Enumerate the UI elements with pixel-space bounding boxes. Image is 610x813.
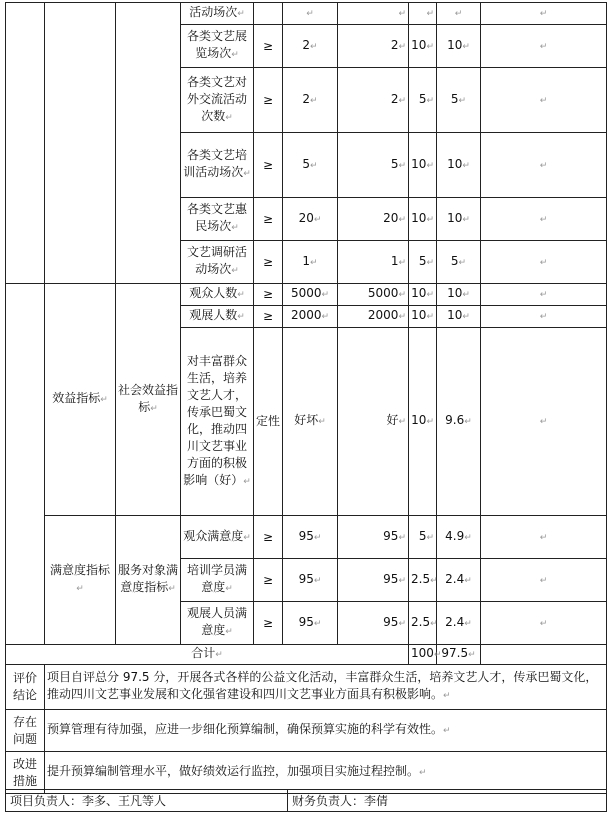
paragraph-mark-icon: ↵ xyxy=(243,169,251,179)
note-cell xyxy=(481,68,607,133)
metric-name-cell xyxy=(181,328,254,516)
actual-cell xyxy=(338,25,409,68)
paragraph-mark-icon: ↵ xyxy=(225,112,233,123)
target-value: 95 xyxy=(298,614,314,629)
score-cell xyxy=(437,328,481,516)
finance-lead: 财务负责人：李倩 xyxy=(288,790,607,812)
total-weight: 100 xyxy=(411,646,434,660)
measures-text: 提升预算编制管理水平，做好绩效运行监控，加强项目实施过程控制。 xyxy=(47,764,420,778)
actual-cell xyxy=(338,241,409,284)
performance-table xyxy=(5,2,607,794)
paragraph-mark-icon: ↵ xyxy=(426,160,434,171)
target-cell xyxy=(283,328,338,516)
paragraph-mark-icon: ↵ xyxy=(310,41,318,52)
total-score: 97.5 xyxy=(441,646,469,660)
metric-name: 文艺调研活动场次 xyxy=(186,245,247,276)
paragraph-mark-icon: ↵ xyxy=(443,691,451,701)
weight-cell xyxy=(409,306,437,328)
actual-value: 95 xyxy=(383,614,399,629)
metric-name-cell xyxy=(181,602,254,645)
paragraph-mark-icon: ↵ xyxy=(426,41,434,52)
weight-value: 10 xyxy=(411,308,427,322)
paragraph-mark-icon: ↵ xyxy=(539,214,548,225)
paragraph-mark-icon: ↵ xyxy=(426,290,434,300)
level3-cell xyxy=(116,284,181,516)
note-cell xyxy=(481,645,607,665)
weight-cell xyxy=(409,559,437,602)
operator-cell xyxy=(254,241,283,284)
conclusion-text: 项目自评总分 97.5 分，开展各式各样的公益文化活动，丰富群众生活，培养文艺人才，传承巴蜀文化，推动四川文艺事业发展和文化强省建设和四川文艺事业方面具有积极影响。 xyxy=(47,670,598,701)
note-cell xyxy=(481,198,607,241)
target-value: 95 xyxy=(298,528,314,543)
note-cell xyxy=(481,559,607,602)
metric-name-cell xyxy=(181,241,254,284)
actual-cell xyxy=(338,306,409,328)
weight-value: 5 xyxy=(418,91,427,106)
operator: ≥ xyxy=(262,287,274,301)
table-row xyxy=(6,284,607,306)
paragraph-mark-icon: ↵ xyxy=(464,618,472,629)
target-cell xyxy=(283,241,338,284)
paragraph-mark-icon: ↵ xyxy=(462,160,470,171)
level2-cell xyxy=(45,516,116,645)
score-cell xyxy=(437,198,481,241)
paragraph-mark-icon: ↵ xyxy=(426,9,434,19)
operator: ≥ xyxy=(262,309,274,323)
operator: ≥ xyxy=(262,572,274,587)
metric-name-cell xyxy=(181,284,254,306)
target-cell xyxy=(283,602,338,645)
weight-cell xyxy=(409,68,437,133)
paragraph-mark-icon: ↵ xyxy=(231,266,239,276)
target-value: 好坏 xyxy=(294,413,319,427)
paragraph-mark-icon: ↵ xyxy=(398,290,406,300)
level1-cell xyxy=(6,284,45,645)
benefit-level1: 效益指标 xyxy=(52,391,101,405)
target-cell xyxy=(283,559,338,602)
paragraph-mark-icon: ↵ xyxy=(398,160,406,171)
paragraph-mark-icon: ↵ xyxy=(321,290,330,300)
metric-name: 培训学员满意度 xyxy=(186,563,247,594)
operator-cell xyxy=(254,133,283,198)
score-cell xyxy=(437,284,481,306)
target-value: 5 xyxy=(302,156,311,171)
score-cell xyxy=(437,25,481,68)
paragraph-mark-icon: ↵ xyxy=(243,476,251,487)
note-cell xyxy=(481,602,607,645)
paragraph-mark-icon: ↵ xyxy=(231,223,239,233)
target-cell xyxy=(283,68,338,133)
level3-cell xyxy=(116,516,181,645)
actual-value: 好 xyxy=(386,413,399,427)
note-cell xyxy=(481,3,607,25)
operator-cell xyxy=(254,306,283,328)
paragraph-mark-icon: ↵ xyxy=(76,584,84,594)
note-cell xyxy=(481,306,607,328)
score-cell xyxy=(437,133,481,198)
target-value: 95 xyxy=(298,571,314,586)
weight-cell xyxy=(409,516,437,559)
table-row xyxy=(6,3,607,25)
paragraph-mark-icon: ↵ xyxy=(398,257,406,268)
paragraph-mark-icon: ↵ xyxy=(426,95,434,106)
note-cell xyxy=(481,25,607,68)
metric-name: 各类文艺展览场次 xyxy=(186,29,247,60)
paragraph-mark-icon: ↵ xyxy=(539,532,548,543)
weight-value: 5 xyxy=(418,528,427,543)
operator-cell xyxy=(254,25,283,68)
paragraph-mark-icon: ↵ xyxy=(398,312,406,322)
score-value: 2.4 xyxy=(445,571,465,586)
measures-text-cell xyxy=(45,752,607,794)
metric-name-cell xyxy=(181,559,254,602)
paragraph-mark-icon: ↵ xyxy=(462,41,470,52)
target-cell xyxy=(283,25,338,68)
total-weight-cell xyxy=(409,645,442,665)
score-cell xyxy=(437,602,481,645)
total-label-cell xyxy=(6,645,409,665)
actual-value: 20 xyxy=(383,210,399,225)
actual-cell xyxy=(338,284,409,306)
paragraph-mark-icon: ↵ xyxy=(313,532,322,543)
paragraph-mark-icon: ↵ xyxy=(539,41,548,52)
operator-cell xyxy=(254,602,283,645)
score-value: 10 xyxy=(447,286,463,300)
actual-value: 95 xyxy=(383,571,399,586)
paragraph-mark-icon: ↵ xyxy=(468,650,476,660)
weight-cell xyxy=(409,133,437,198)
metric-name: 活动场次 xyxy=(189,5,238,19)
weight-value: 2.5 xyxy=(411,571,431,586)
paragraph-mark-icon: ↵ xyxy=(398,417,406,427)
score-value: 5 xyxy=(450,91,459,106)
metric-name-cell xyxy=(181,133,254,198)
score-cell xyxy=(437,3,481,25)
paragraph-mark-icon: ↵ xyxy=(419,768,427,778)
target-value: 2 xyxy=(302,91,311,106)
score-cell xyxy=(437,559,481,602)
actual-cell xyxy=(338,559,409,602)
target-value: 20 xyxy=(298,210,314,225)
target-value: 2 xyxy=(302,37,311,52)
score-value: 5 xyxy=(450,253,459,268)
paragraph-mark-icon: ↵ xyxy=(539,290,548,300)
score-value: 10 xyxy=(447,308,463,322)
paragraph-mark-icon: ↵ xyxy=(243,532,251,543)
measures-label: 改进措施 xyxy=(12,756,37,788)
level3-cell xyxy=(116,3,181,284)
total-label: 合计 xyxy=(191,646,216,660)
paragraph-mark-icon: ↵ xyxy=(310,95,318,106)
weight-value: 10 xyxy=(411,156,427,171)
measures-row xyxy=(6,752,607,794)
paragraph-mark-icon: ↵ xyxy=(398,95,406,106)
benefit-level2: 社会效益指标 xyxy=(118,382,179,414)
paragraph-mark-icon: ↵ xyxy=(443,726,451,736)
problems-label-cell xyxy=(6,710,45,752)
paragraph-mark-icon: ↵ xyxy=(539,312,548,322)
level2-cell xyxy=(45,3,116,284)
paragraph-mark-icon: ↵ xyxy=(310,160,318,171)
metric-name-cell xyxy=(181,306,254,328)
paragraph-mark-icon: ↵ xyxy=(225,627,233,637)
paragraph-mark-icon: ↵ xyxy=(318,417,326,427)
score-value: 9.6 xyxy=(445,413,465,427)
project-lead: 项目负责人：李多、王凡等人 xyxy=(6,790,288,812)
actual-value: 95 xyxy=(383,528,399,543)
paragraph-mark-icon: ↵ xyxy=(458,257,467,268)
target-cell xyxy=(283,516,338,559)
paragraph-mark-icon: ↵ xyxy=(539,575,548,586)
paragraph-mark-icon: ↵ xyxy=(306,9,314,19)
operator-cell xyxy=(254,328,283,516)
metric-name: 各类文艺对外交流活动次数 xyxy=(186,74,247,123)
paragraph-mark-icon: ↵ xyxy=(464,417,472,427)
weight-value: 10 xyxy=(411,286,427,300)
paragraph-mark-icon: ↵ xyxy=(398,575,406,586)
paragraph-mark-icon: ↵ xyxy=(426,312,434,322)
score-cell xyxy=(437,68,481,133)
target-cell xyxy=(283,133,338,198)
weight-cell xyxy=(409,328,437,516)
paragraph-mark-icon: ↵ xyxy=(539,618,548,629)
actual-cell xyxy=(338,198,409,241)
metric-name: 观展人数 xyxy=(189,308,238,322)
conclusion-label-cell xyxy=(6,665,45,710)
metric-name: 观众人数 xyxy=(189,286,238,300)
actual-cell xyxy=(338,68,409,133)
target-cell xyxy=(283,3,338,25)
operator: ≥ xyxy=(262,254,274,269)
paragraph-mark-icon: ↵ xyxy=(237,290,245,300)
metric-name: 观众满意度 xyxy=(183,528,244,543)
operator-cell xyxy=(254,284,283,306)
actual-value: 1 xyxy=(390,253,399,268)
metric-name-cell xyxy=(181,516,254,559)
operator-cell xyxy=(254,68,283,133)
metric-name-cell xyxy=(181,25,254,68)
weight-cell xyxy=(409,241,437,284)
score-value: 10 xyxy=(447,37,463,52)
weight-cell xyxy=(409,602,437,645)
actual-cell xyxy=(338,133,409,198)
paragraph-mark-icon: ↵ xyxy=(215,650,223,660)
note-cell xyxy=(481,284,607,306)
satisfaction-level2: 服务对象满意度指标 xyxy=(118,563,179,594)
paragraph-mark-icon: ↵ xyxy=(464,532,472,543)
score-value: 10 xyxy=(447,156,463,171)
metric-name: 各类文艺培训活动场次 xyxy=(183,148,247,179)
paragraph-mark-icon: ↵ xyxy=(539,417,548,427)
weight-value: 5 xyxy=(418,253,427,268)
paragraph-mark-icon: ↵ xyxy=(313,214,322,225)
operator-cell xyxy=(254,3,283,25)
paragraph-mark-icon: ↵ xyxy=(168,584,176,594)
score-value: 4.9 xyxy=(445,528,465,543)
paragraph-mark-icon: ↵ xyxy=(398,9,406,19)
target-cell xyxy=(283,198,338,241)
metric-name: 观展人员满意度 xyxy=(186,606,247,637)
operator: ≥ xyxy=(262,92,274,107)
paragraph-mark-icon: ↵ xyxy=(539,257,548,268)
target-cell xyxy=(283,306,338,328)
actual-value: 2 xyxy=(390,91,399,106)
actual-cell xyxy=(338,3,409,25)
operator-cell xyxy=(254,559,283,602)
paragraph-mark-icon: ↵ xyxy=(100,395,108,405)
paragraph-mark-icon: ↵ xyxy=(150,403,158,414)
paragraph-mark-icon: ↵ xyxy=(430,575,438,586)
target-value: 2000 xyxy=(290,308,322,322)
problems-label: 存在问题 xyxy=(12,714,37,746)
weight-value: 10 xyxy=(411,37,427,52)
paragraph-mark-icon: ↵ xyxy=(539,160,548,171)
note-cell xyxy=(481,516,607,559)
actual-value: 5000 xyxy=(367,286,399,300)
paragraph-mark-icon: ↵ xyxy=(430,618,438,629)
paragraph-mark-icon: ↵ xyxy=(426,257,434,268)
paragraph-mark-icon: ↵ xyxy=(398,214,406,225)
note-cell xyxy=(481,328,607,516)
problems-text: 预算管理有待加强，应进一步细化预算编制，确保预算实施的科学有效性。 xyxy=(47,722,444,736)
paragraph-mark-icon: ↵ xyxy=(426,417,434,427)
metric-name-cell xyxy=(181,68,254,133)
paragraph-mark-icon: ↵ xyxy=(454,9,463,19)
paragraph-mark-icon: ↵ xyxy=(237,9,245,19)
paragraph-mark-icon: ↵ xyxy=(310,257,318,268)
paragraph-mark-icon: ↵ xyxy=(398,41,406,52)
weight-cell xyxy=(409,284,437,306)
weight-value: 10 xyxy=(411,413,427,427)
measures-label-cell xyxy=(6,752,45,794)
score-cell xyxy=(437,306,481,328)
weight-cell xyxy=(409,198,437,241)
paragraph-mark-icon: ↵ xyxy=(225,584,233,594)
paragraph-mark-icon: ↵ xyxy=(237,312,245,322)
problems-text-cell xyxy=(45,710,607,752)
target-value: 1 xyxy=(302,253,311,268)
note-cell xyxy=(481,241,607,284)
paragraph-mark-icon: ↵ xyxy=(462,312,470,322)
total-score-cell xyxy=(437,645,481,665)
actual-value: 5 xyxy=(390,156,399,171)
operator: ≥ xyxy=(262,157,274,172)
paragraph-mark-icon: ↵ xyxy=(313,618,322,629)
table-row xyxy=(6,516,607,559)
operator: 定性 xyxy=(256,414,281,428)
metric-name-cell xyxy=(181,3,254,25)
weight-value: 10 xyxy=(411,210,427,225)
operator: ≥ xyxy=(262,615,274,630)
paragraph-mark-icon: ↵ xyxy=(464,575,472,586)
operator-cell xyxy=(254,516,283,559)
operator: ≥ xyxy=(262,211,274,226)
conclusion-row xyxy=(6,665,607,710)
weight-cell xyxy=(409,25,437,68)
paragraph-mark-icon: ↵ xyxy=(313,575,322,586)
note-cell xyxy=(481,133,607,198)
weight-value: 2.5 xyxy=(411,614,431,629)
score-cell xyxy=(437,241,481,284)
paragraph-mark-icon: ↵ xyxy=(426,532,434,543)
total-row xyxy=(6,645,607,665)
actual-value: 2 xyxy=(390,37,399,52)
operator-cell xyxy=(254,198,283,241)
metric-name-cell xyxy=(181,198,254,241)
conclusion-label: 评价结论 xyxy=(12,671,37,702)
actual-cell xyxy=(338,328,409,516)
paragraph-mark-icon: ↵ xyxy=(458,95,467,106)
target-cell xyxy=(283,284,338,306)
satisfaction-level1: 满意度指标 xyxy=(49,563,110,577)
actual-cell xyxy=(338,602,409,645)
paragraph-mark-icon: ↵ xyxy=(426,214,434,225)
metric-name: 对丰富群众生活，培养文艺人才，传承巴蜀文化，推动四川文艺事业方面的积极影响（好） xyxy=(183,353,247,487)
score-value: 2.4 xyxy=(445,614,465,629)
paragraph-mark-icon: ↵ xyxy=(539,9,548,19)
paragraph-mark-icon: ↵ xyxy=(539,95,548,106)
paragraph-mark-icon: ↵ xyxy=(398,618,406,629)
level2-cell xyxy=(45,284,116,516)
score-value: 10 xyxy=(447,210,463,225)
operator: ≥ xyxy=(262,529,274,544)
paragraph-mark-icon: ↵ xyxy=(398,532,406,543)
paragraph-mark-icon: ↵ xyxy=(462,290,470,300)
actual-cell xyxy=(338,516,409,559)
problems-row xyxy=(6,710,607,752)
operator: ≥ xyxy=(262,38,274,53)
metric-name: 各类文艺惠民场次 xyxy=(186,202,247,233)
paragraph-mark-icon: ↵ xyxy=(433,650,442,660)
paragraph-mark-icon: ↵ xyxy=(231,50,239,60)
paragraph-mark-icon: ↵ xyxy=(321,312,330,322)
level1-cell xyxy=(6,3,45,284)
target-value: 5000 xyxy=(290,286,322,300)
signature-row xyxy=(5,789,607,812)
actual-value: 2000 xyxy=(367,308,399,322)
weight-cell xyxy=(409,3,437,25)
score-cell xyxy=(437,516,481,559)
conclusion-text-cell xyxy=(45,665,607,710)
paragraph-mark-icon: ↵ xyxy=(462,214,470,225)
